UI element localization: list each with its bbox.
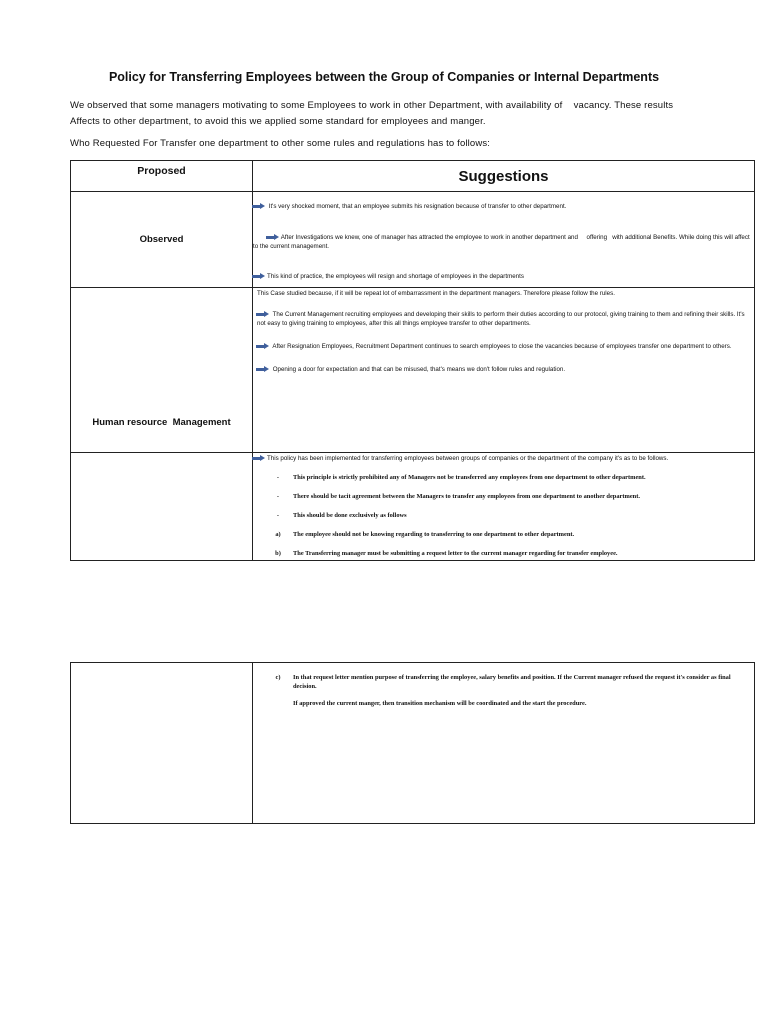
hr-intro: This Case studied because, if it will be repeat lot of embarrassment in the department managers. Therefore please follow the rules. [257,290,615,297]
hr-label-text: Human resource Management [92,417,231,428]
continuation-note: If approved the current manger, then transition mechanism will be coordinated and the start the procedure. [293,700,587,707]
continuation-label [71,663,253,824]
hr-cell [253,288,755,453]
arrow-right-icon [264,366,269,372]
intro-line-1: We observed that some managers motivating to some Employees to work in other Department, with availability of vacancy. These results [70,100,674,111]
policy-item-text: This should be done exclusively as follows [293,512,407,519]
continuation-cell [253,663,755,824]
continuation-row [71,663,755,824]
arrow-right-icon [264,311,269,317]
document-title: Policy for Transferring Employees between the Group of Companies or Internal Departments [108,70,660,84]
policy-item-text: The employee should not be knowing regarding to transferring to one department to other department. [293,531,575,538]
policy-item-marker: b) [275,550,281,557]
continuation-item-marker: c) [275,674,281,681]
policy-item [263,530,750,539]
policy-list [253,473,750,558]
observed-row [71,192,755,288]
policy-intro [253,454,750,463]
observed-item-text: After Investigations we knew, one of manager has attracted the employee to work in another department and offering with additional Benefits. While doing this will affect to the current management. [253,234,752,250]
hr-item [257,310,750,328]
policy-item-marker: - [276,474,280,481]
continuation-item [263,673,748,691]
policy-intro-text: This policy has been implemented for transferring employees between groups of companies or the department of the company it's as to be follows. [267,455,669,462]
observed-label [71,192,253,288]
hr-item-text: After Resignation Employees, Recruitment Department continues to search employees to close the vacancies because of employees transfer one department to others. [272,343,732,350]
continuation-item-text: In that request letter mention purpose of transferring the employee, salary benefits and position. If the Current manager refused the request it's consider as final decision. [293,674,731,690]
header-suggestions: Suggestions [253,161,755,192]
observed-item [253,272,750,281]
policy-item [263,473,750,482]
policy-item-marker: a) [275,531,281,538]
observed-cell [253,192,755,288]
hr-item-text: The Current Management recruiting employees and developing their skills to perform their duties according to our protocol, giving training to them and refining their skills. It's not easy to giving training to employees, after this all things employee transfer to other departments. [257,311,745,327]
requested-line: Who Requested For Transfer one department to other some rules and regulations has to follows: [70,138,491,149]
observed-item-text: This kind of practice, the employees will resign and shortage of employees in the departments [267,273,524,280]
observed-item [253,202,750,211]
arrow-right-icon [264,343,269,349]
intro-paragraph [70,98,750,130]
policy-cell [253,453,755,561]
hr-row [71,288,755,453]
header-row [71,161,755,192]
arrow-right-icon [260,273,265,279]
policy-item [263,492,750,501]
policy-item-text: There should be tacit agreement between the Managers to transfer any employees from one department to another department. [293,493,640,500]
hr-item [257,365,750,374]
arrow-right-icon [260,203,265,209]
policy-table [70,160,755,561]
policy-item-text: This principle is strictly prohibited any of Managers not be transferred any employees from one department to other department. [293,474,646,481]
policy-label [71,453,253,561]
arrow-right-icon [260,455,265,461]
observed-item-text: It's very shocked moment, that an employee submits his resignation because of transfer to other department. [268,203,567,210]
hr-item [257,342,750,351]
policy-item [263,511,750,520]
policy-item [263,549,750,558]
observed-label-text: Observed [139,234,184,245]
policy-item-marker: - [276,493,280,500]
header-proposed: Proposed [71,161,253,192]
policy-item-marker: - [276,512,280,519]
hr-item-text: Opening a door for expectation and that can be misused, that's means we don't follow rules and regulation. [272,366,566,373]
continuation-table [70,662,755,824]
intro-line-2: Affects to other department, to avoid this we applied some standard for employees and manger. [70,116,486,127]
arrow-right-icon [274,234,279,240]
observed-item [253,224,750,260]
policy-row [71,453,755,561]
policy-item-text: The Transferring manager must be submitting a request letter to the current manager regarding for transfer employee. [293,550,618,557]
hr-label [71,288,253,453]
